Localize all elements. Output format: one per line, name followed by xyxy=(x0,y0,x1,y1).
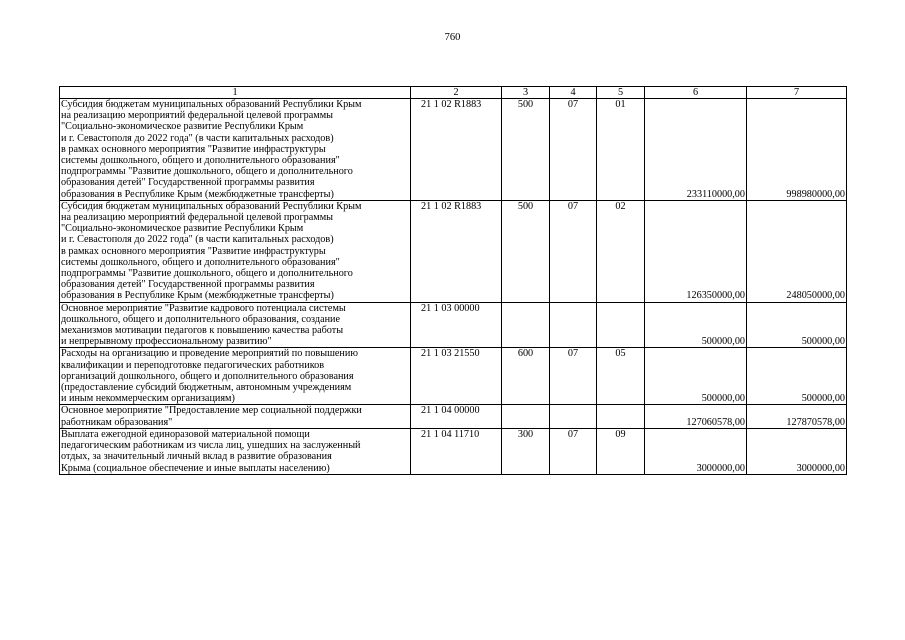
header-cell: 4 xyxy=(550,87,597,99)
row-section xyxy=(550,405,597,428)
header-cell: 1 xyxy=(60,87,411,99)
row-section: 07 xyxy=(550,348,597,405)
row-code: 21 1 03 00000 xyxy=(411,302,502,348)
row-name: Расходы на организацию и проведение мероприятий по повышению квалификации и переподготовке педагогических работников организаций дошкольного, общего и дополнительного образования (предоставление субсидий бюджетным, автономным учреждениям и иным некоммерческим организациям) xyxy=(60,348,411,405)
row-name: Субсидия бюджетам муниципальных образований Республики Крым на реализацию мероприятий федеральной целевой программы "Социально-экономическое развитие Республики Крым и г. Севастополя до 2022 года" (в части капитальных расходов) в рамках основного мероприятия "Развитие инфраструктуры системы дошкольного, общего и дополнительного образования" подпрограммы "Развитие дошкольного, общего и дополнительного образования детей" Государственной программы развития образования в Республике Крым (межбюджетные трансферты) xyxy=(60,200,411,302)
header-cell: 6 xyxy=(645,87,747,99)
table-row xyxy=(60,348,847,405)
row-amount-col6: 3000000,00 xyxy=(645,428,747,474)
header-cell: 7 xyxy=(747,87,847,99)
row-amount-col7: 127870578,00 xyxy=(747,405,847,428)
row-amount-col6: 127060578,00 xyxy=(645,405,747,428)
row-name: Субсидия бюджетам муниципальных образований Республики Крым на реализацию мероприятий федеральной целевой программы "Социально-экономическое развитие Республики Крым и г. Севастополя до 2022 года" (в части капитальных расходов) в рамках основного мероприятия "Развитие инфраструктуры системы дошкольного, общего и дополнительного образования" подпрограммы "Развитие дошкольного, общего и дополнительного образования детей" Государственной программы развития образования в Республике Крым (межбюджетные трансферты) xyxy=(60,99,411,201)
row-expense-type xyxy=(502,302,550,348)
row-amount-col6: 500000,00 xyxy=(645,348,747,405)
row-amount-col7: 500000,00 xyxy=(747,348,847,405)
row-amount-col6: 126350000,00 xyxy=(645,200,747,302)
row-expense-type: 300 xyxy=(502,428,550,474)
table-header-row xyxy=(60,87,847,99)
table-row xyxy=(60,99,847,201)
table-row xyxy=(60,200,847,302)
header-cell: 2 xyxy=(411,87,502,99)
row-expense-type: 600 xyxy=(502,348,550,405)
row-amount-col6: 500000,00 xyxy=(645,302,747,348)
row-code: 21 1 02 R1883 xyxy=(411,99,502,201)
row-amount-col7: 500000,00 xyxy=(747,302,847,348)
row-expense-type xyxy=(502,405,550,428)
row-section xyxy=(550,302,597,348)
row-section: 07 xyxy=(550,200,597,302)
row-code: 21 1 02 R1883 xyxy=(411,200,502,302)
table-row xyxy=(60,428,847,474)
row-amount-col7: 248050000,00 xyxy=(747,200,847,302)
row-subsection: 09 xyxy=(597,428,645,474)
row-code: 21 1 04 00000 xyxy=(411,405,502,428)
row-name: Выплата ежегодной единоразовой материальной помощи педагогическим работникам из числа лиц, ушедших на заслуженный отдых, за значительный личный вклад в развитие образования Крыма (социальное обеспечение и иные выплаты населению) xyxy=(60,428,411,474)
row-subsection: 05 xyxy=(597,348,645,405)
row-amount-col7: 998980000,00 xyxy=(747,99,847,201)
table-row xyxy=(60,302,847,348)
row-amount-col6: 233110000,00 xyxy=(645,99,747,201)
row-section: 07 xyxy=(550,428,597,474)
header-cell: 3 xyxy=(502,87,550,99)
table-row xyxy=(60,405,847,428)
budget-table xyxy=(59,86,847,475)
row-subsection: 01 xyxy=(597,99,645,201)
row-code: 21 1 03 21550 xyxy=(411,348,502,405)
row-name: Основное мероприятие "Предоставление мер социальной поддержки работникам образования" xyxy=(60,405,411,428)
row-expense-type: 500 xyxy=(502,99,550,201)
row-expense-type: 500 xyxy=(502,200,550,302)
row-subsection xyxy=(597,405,645,428)
row-amount-col7: 3000000,00 xyxy=(747,428,847,474)
row-section: 07 xyxy=(550,99,597,201)
row-name: Основное мероприятие "Развитие кадрового потенциала системы дошкольного, общего и дополнительного образования, создание механизмов мотивации педагогов к повышению качества работы и непрерывному профессиональному развитию" xyxy=(60,302,411,348)
page-number: 760 xyxy=(444,32,461,43)
row-subsection: 02 xyxy=(597,200,645,302)
row-subsection xyxy=(597,302,645,348)
header-cell: 5 xyxy=(597,87,645,99)
row-code: 21 1 04 11710 xyxy=(411,428,502,474)
